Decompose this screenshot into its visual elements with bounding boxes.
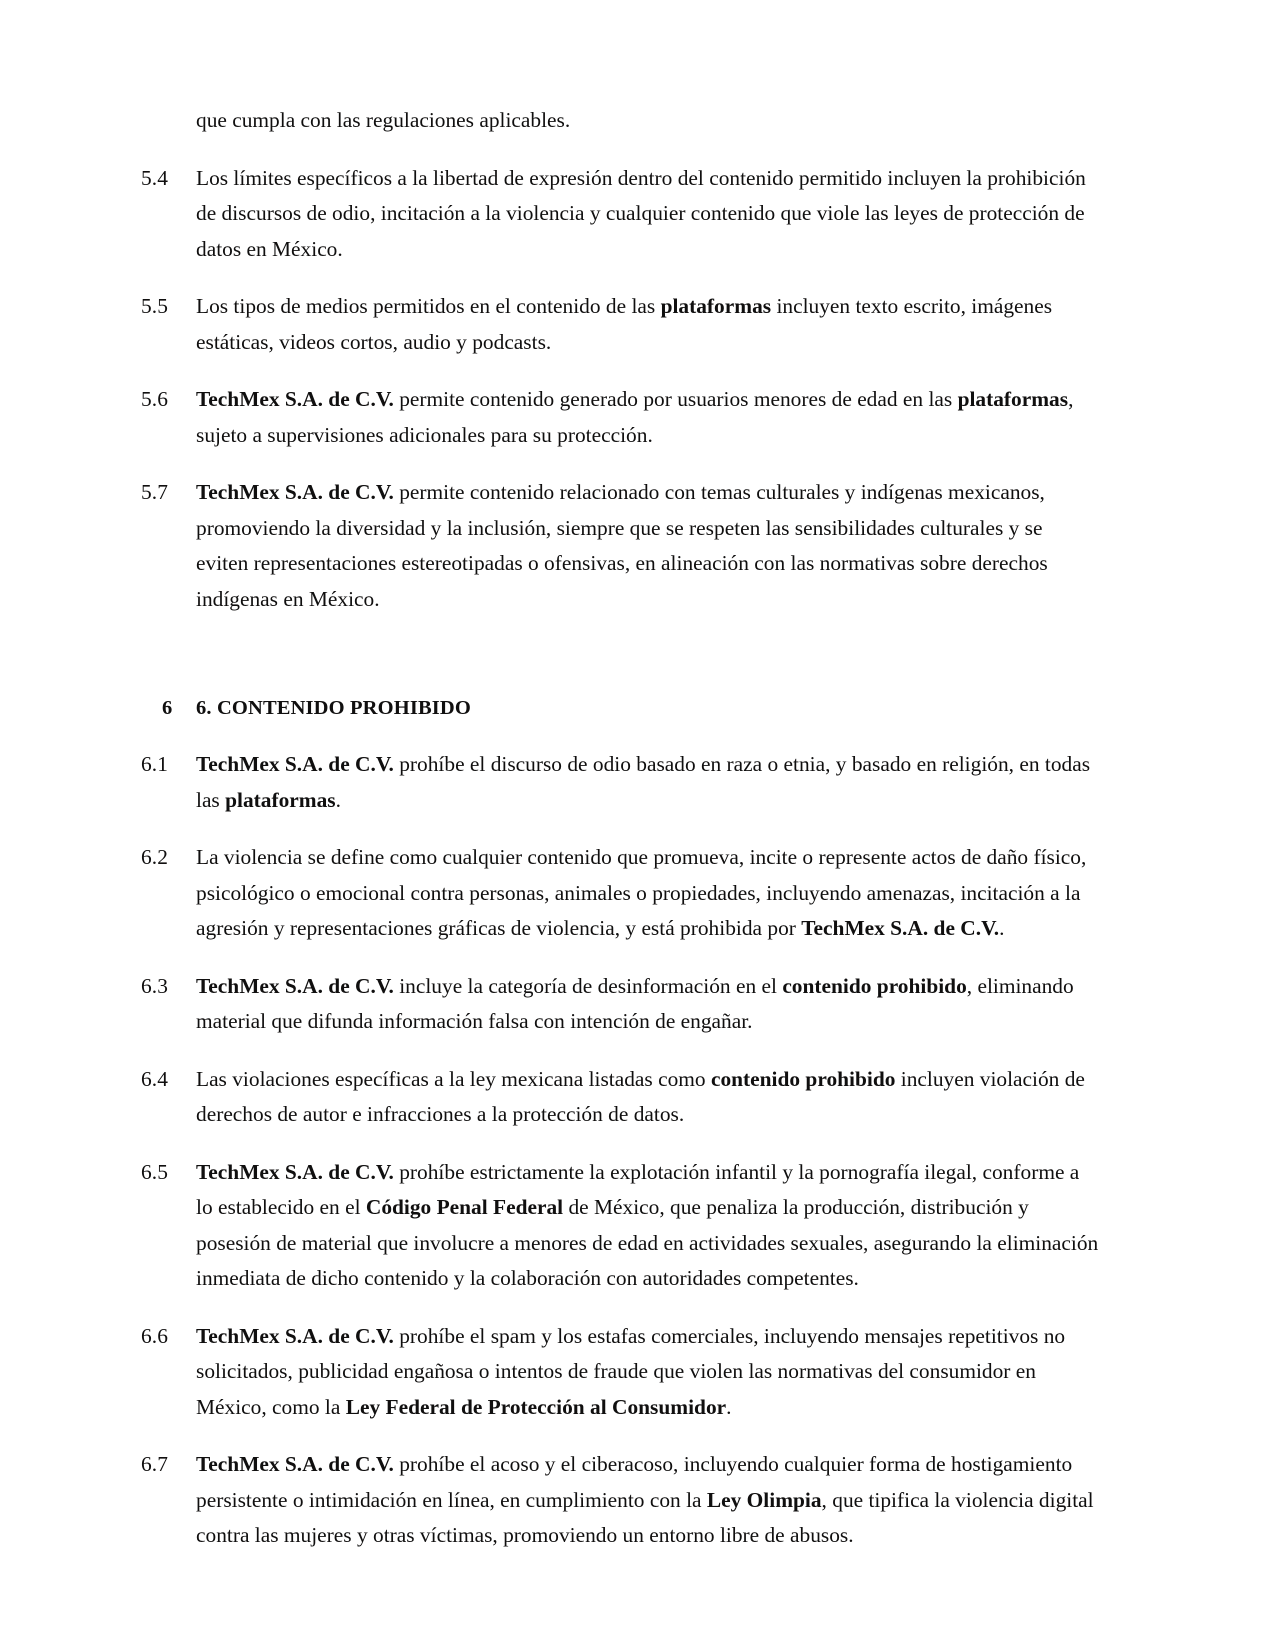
clause-list-5 [141, 161, 1100, 618]
clause-run: prohíbe estrictamente la explotación infantil y la pornografía ilegal, conforme a lo establecido en el [196, 1159, 1080, 1219]
clause-emphasis: TechMex S.A. de C.V. [196, 387, 394, 411]
clause-5-4 [141, 161, 1100, 268]
clause-emphasis: TechMex S.A. de C.V. [196, 752, 394, 776]
clause-text [196, 382, 1100, 453]
clause-number: 6.6 [141, 1323, 169, 1348]
clause-emphasis: Código Penal Federal [365, 1195, 564, 1219]
clause-text [196, 1319, 1100, 1426]
clause-run: prohíbe el discurso de odio basado en raza o etnia, y basado en religión, en todas las [196, 752, 1091, 812]
clause-number: 6.3 [141, 973, 169, 998]
clause-emphasis: contenido prohibido [710, 1066, 896, 1091]
clause-run: , que tipifica la violencia digital contra las mujeres y otras víctimas, promoviendo un entorno libre de abusos. [196, 1487, 1094, 1547]
clause-run: Los tipos de medios permitidos en el contenido de las [196, 294, 661, 318]
clause-text [196, 475, 1100, 617]
clause-text [196, 1447, 1100, 1554]
clause-run: prohíbe el spam y los estafas comerciales, incluyendo mensajes repetitivos no solicitados, publicidad engañosa o intentos de fraude que violen las normativas del consumidor en México, como la [196, 1323, 1066, 1419]
clause-emphasis: plataformas [225, 787, 336, 812]
clause-run: de México, que penaliza la producción, distribución y posesión de material que involucre a menores de edad en actividades sexuales, asegurando la eliminación inmediata de dicho contenido y la colaboración con autoridades competentes. [196, 1195, 1099, 1290]
clause-text [196, 969, 1100, 1040]
clause-run: . [999, 916, 1005, 940]
clause-number: 6.4 [141, 1066, 169, 1091]
clause-list-6 [141, 747, 1100, 1554]
clause-number: 6.5 [141, 1159, 169, 1184]
clause-text [196, 1062, 1100, 1133]
clause-emphasis: TechMex S.A. de C.V. [196, 1159, 394, 1184]
clause-text [196, 289, 1100, 360]
clause-emphasis: Ley Federal de Protección al Consumidor [345, 1394, 727, 1419]
clause-run: permite contenido generado por usuarios menores de edad en las [393, 387, 958, 411]
clause-number: 5.7 [141, 480, 169, 504]
clause-text [196, 1155, 1100, 1297]
section-heading [141, 691, 1100, 725]
clause-6-1 [141, 747, 1100, 818]
clause-number: 6.2 [141, 845, 169, 869]
clause-emphasis: plataformas [957, 387, 1069, 411]
clause-6-3 [141, 969, 1100, 1040]
clause-6-2 [141, 840, 1100, 947]
clause-run: . [335, 787, 341, 812]
clause-run: Las violaciones específicas a la ley mexicana listadas como [196, 1066, 711, 1091]
clause-6-4 [141, 1062, 1100, 1133]
clause-number: 6.7 [141, 1452, 169, 1476]
clause-run: . [726, 1394, 732, 1419]
clause-number: 5.5 [141, 294, 169, 318]
clause-text [196, 840, 1100, 947]
clause-emphasis: Ley Olimpia [706, 1487, 822, 1512]
clause-number: 5.4 [141, 165, 169, 190]
clause-emphasis: TechMex S.A. de C.V. [196, 1452, 394, 1476]
clause-run: Los límites específicos a la libertad de expresión dentro del contenido permitido incluyen la prohibición de discursos de odio, incitación a la violencia y cualquier contenido que viole las leyes de protección de datos en México. [196, 165, 1086, 261]
clause-run: prohíbe el acoso y el ciberacoso, incluyendo cualquier forma de hostigamiento persistente o intimidación en línea, en cumplimiento con la [196, 1452, 1073, 1512]
clause-run: incluyen texto escrito, imágenes estáticas, videos cortos, audio y podcasts. [196, 294, 1053, 354]
clause-6-5 [141, 1155, 1100, 1297]
clause-emphasis: TechMex S.A. de C.V. [196, 1323, 394, 1348]
clause-run: La violencia se define como cualquier contenido que promueva, incite o represente actos de daño físico, psicológico o emocional contra personas, animales o propiedades, incluyendo amenazas, incitación a la agresión y representaciones gráficas de violencia, y está prohibida por [196, 845, 1087, 940]
clause-emphasis: plataformas [660, 294, 772, 318]
continuation-paragraph: que cumpla con las regulaciones aplicables. [196, 108, 571, 132]
clause-text [196, 747, 1100, 818]
clause-text [196, 161, 1100, 268]
clause-5-6 [141, 382, 1100, 453]
clause-run: incluye la categoría de desinformación en el [393, 973, 783, 998]
section-heading-number: 6 [162, 697, 173, 719]
clause-emphasis: TechMex S.A. de C.V. [801, 916, 1000, 940]
clause-run: incluyen violación de derechos de autor e infracciones a la protección de datos. [196, 1066, 1085, 1126]
clause-run: , eliminando material que difunda información falsa con intención de engañar. [196, 973, 1074, 1033]
clause-emphasis: TechMex S.A. de C.V. [196, 480, 394, 504]
clause-6-7 [141, 1447, 1100, 1554]
clause-6-6 [141, 1319, 1100, 1426]
clause-run: permite contenido relacionado con temas culturales y indígenas mexicanos, promoviendo la diversidad y la inclusión, siempre que se respeten las sensibilidades culturales y se eviten representaciones estereotipadas o ofensivas, en alineación con las normativas sobre derechos indígenas en México. [196, 480, 1048, 611]
clause-number: 5.6 [141, 387, 169, 411]
section-heading-title: 6. CONTENIDO PROHIBIDO [196, 697, 471, 719]
clause-5-5 [141, 289, 1100, 360]
clause-emphasis: TechMex S.A. de C.V. [196, 973, 394, 998]
clause-5-7 [141, 475, 1100, 617]
clause-emphasis: contenido prohibido [782, 973, 967, 998]
clause-run: , sujeto a supervisiones adicionales para su protección. [196, 387, 1074, 447]
clause-number: 6.1 [141, 752, 169, 776]
